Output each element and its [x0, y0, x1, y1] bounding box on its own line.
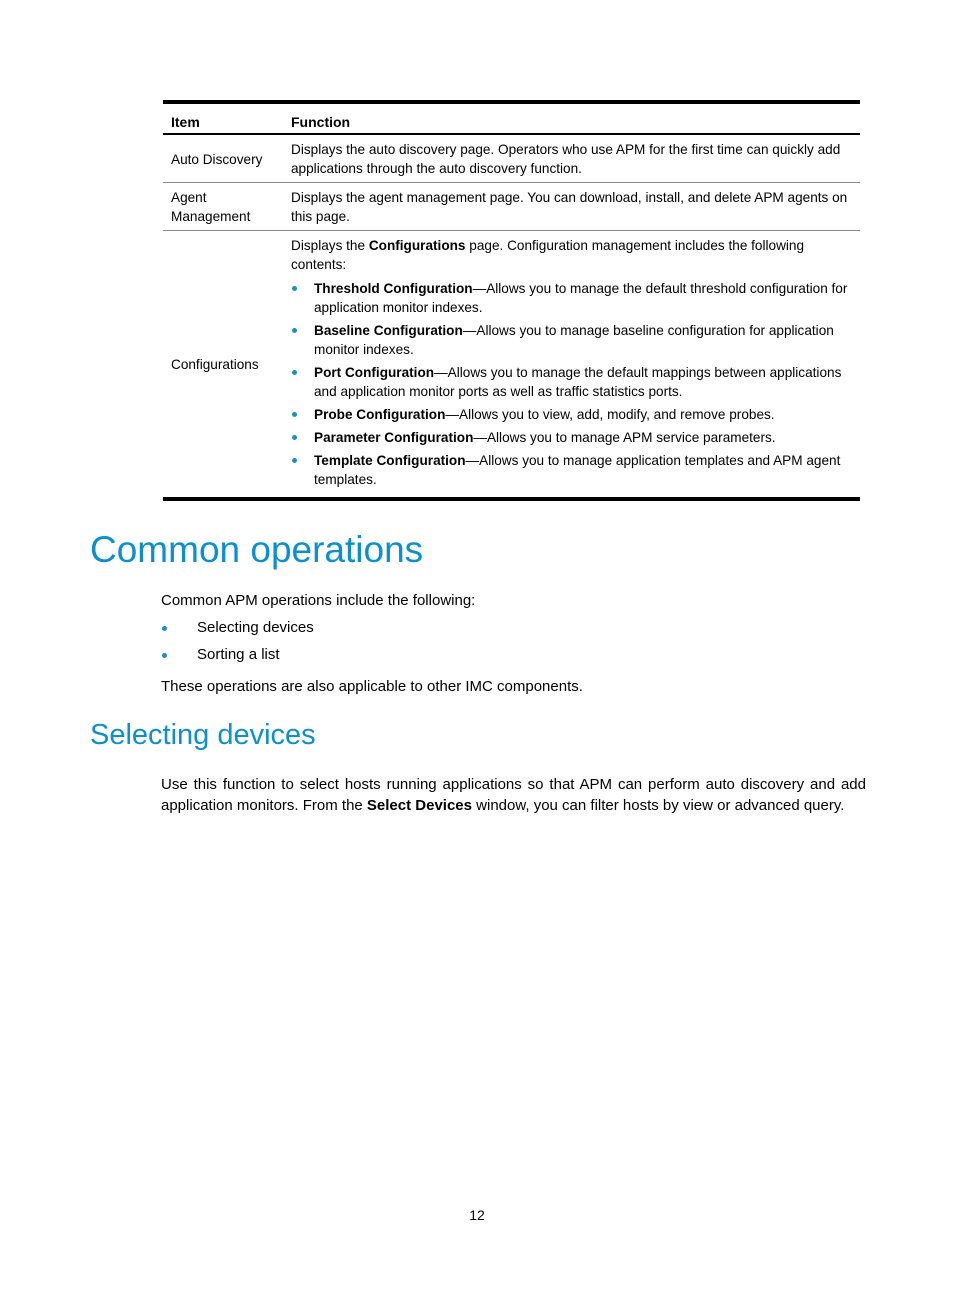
header-item: Item — [163, 102, 283, 134]
header-function: Function — [283, 102, 860, 134]
list-item: Baseline Configuration—Allows you to manage baseline configuration for application monitor indexes. — [291, 321, 854, 359]
table-row — [163, 183, 860, 231]
config-list — [291, 279, 854, 489]
section-heading-common-operations: Common operations — [90, 529, 424, 570]
table-row — [163, 134, 860, 183]
list-item: Selecting devices — [161, 617, 314, 638]
list-item: Probe Configuration—Allows you to view, add, modify, and remove probes. — [291, 405, 854, 424]
list-item: Template Configuration—Allows you to manage application templates and APM agent templates. — [291, 451, 854, 489]
config-intro: Displays the Configurations page. Configuration management includes the following contents: — [291, 238, 805, 272]
row-item: Auto Discovery — [171, 151, 263, 167]
table-header-row — [163, 102, 860, 134]
selecting-paragraph: Use this function to select hosts running applications so that APM can perform auto discovery and add application monitors. From the Select Devices window, you can filter hosts by view or advanced query. — [161, 776, 866, 814]
row-item: Agent Management — [163, 183, 283, 231]
operations-list — [161, 617, 314, 671]
list-item: Sorting a list — [161, 644, 314, 665]
row-item: Configurations — [163, 231, 283, 500]
table-row — [163, 231, 860, 500]
list-item: Port Configuration—Allows you to manage the default mappings between applications and application monitor ports as well as traffic statistics ports. — [291, 363, 854, 401]
page-number: 12 — [469, 1207, 485, 1223]
common-intro: Common APM operations include the following: — [161, 592, 476, 609]
row-function — [283, 231, 860, 500]
function-table — [163, 100, 860, 501]
row-function: Displays the auto discovery page. Operators who use APM for the first time can quickly add applications through the auto discovery function. — [291, 142, 841, 176]
list-item: Threshold Configuration—Allows you to manage the default threshold configuration for application monitor indexes. — [291, 279, 854, 317]
row-function: Displays the agent management page. You can download, install, and delete APM agents on this page. — [283, 183, 860, 231]
section-heading-selecting-devices: Selecting devices — [90, 719, 316, 751]
common-outro: These operations are also applicable to other IMC components. — [161, 678, 583, 695]
list-item: Parameter Configuration—Allows you to manage APM service parameters. — [291, 428, 854, 447]
